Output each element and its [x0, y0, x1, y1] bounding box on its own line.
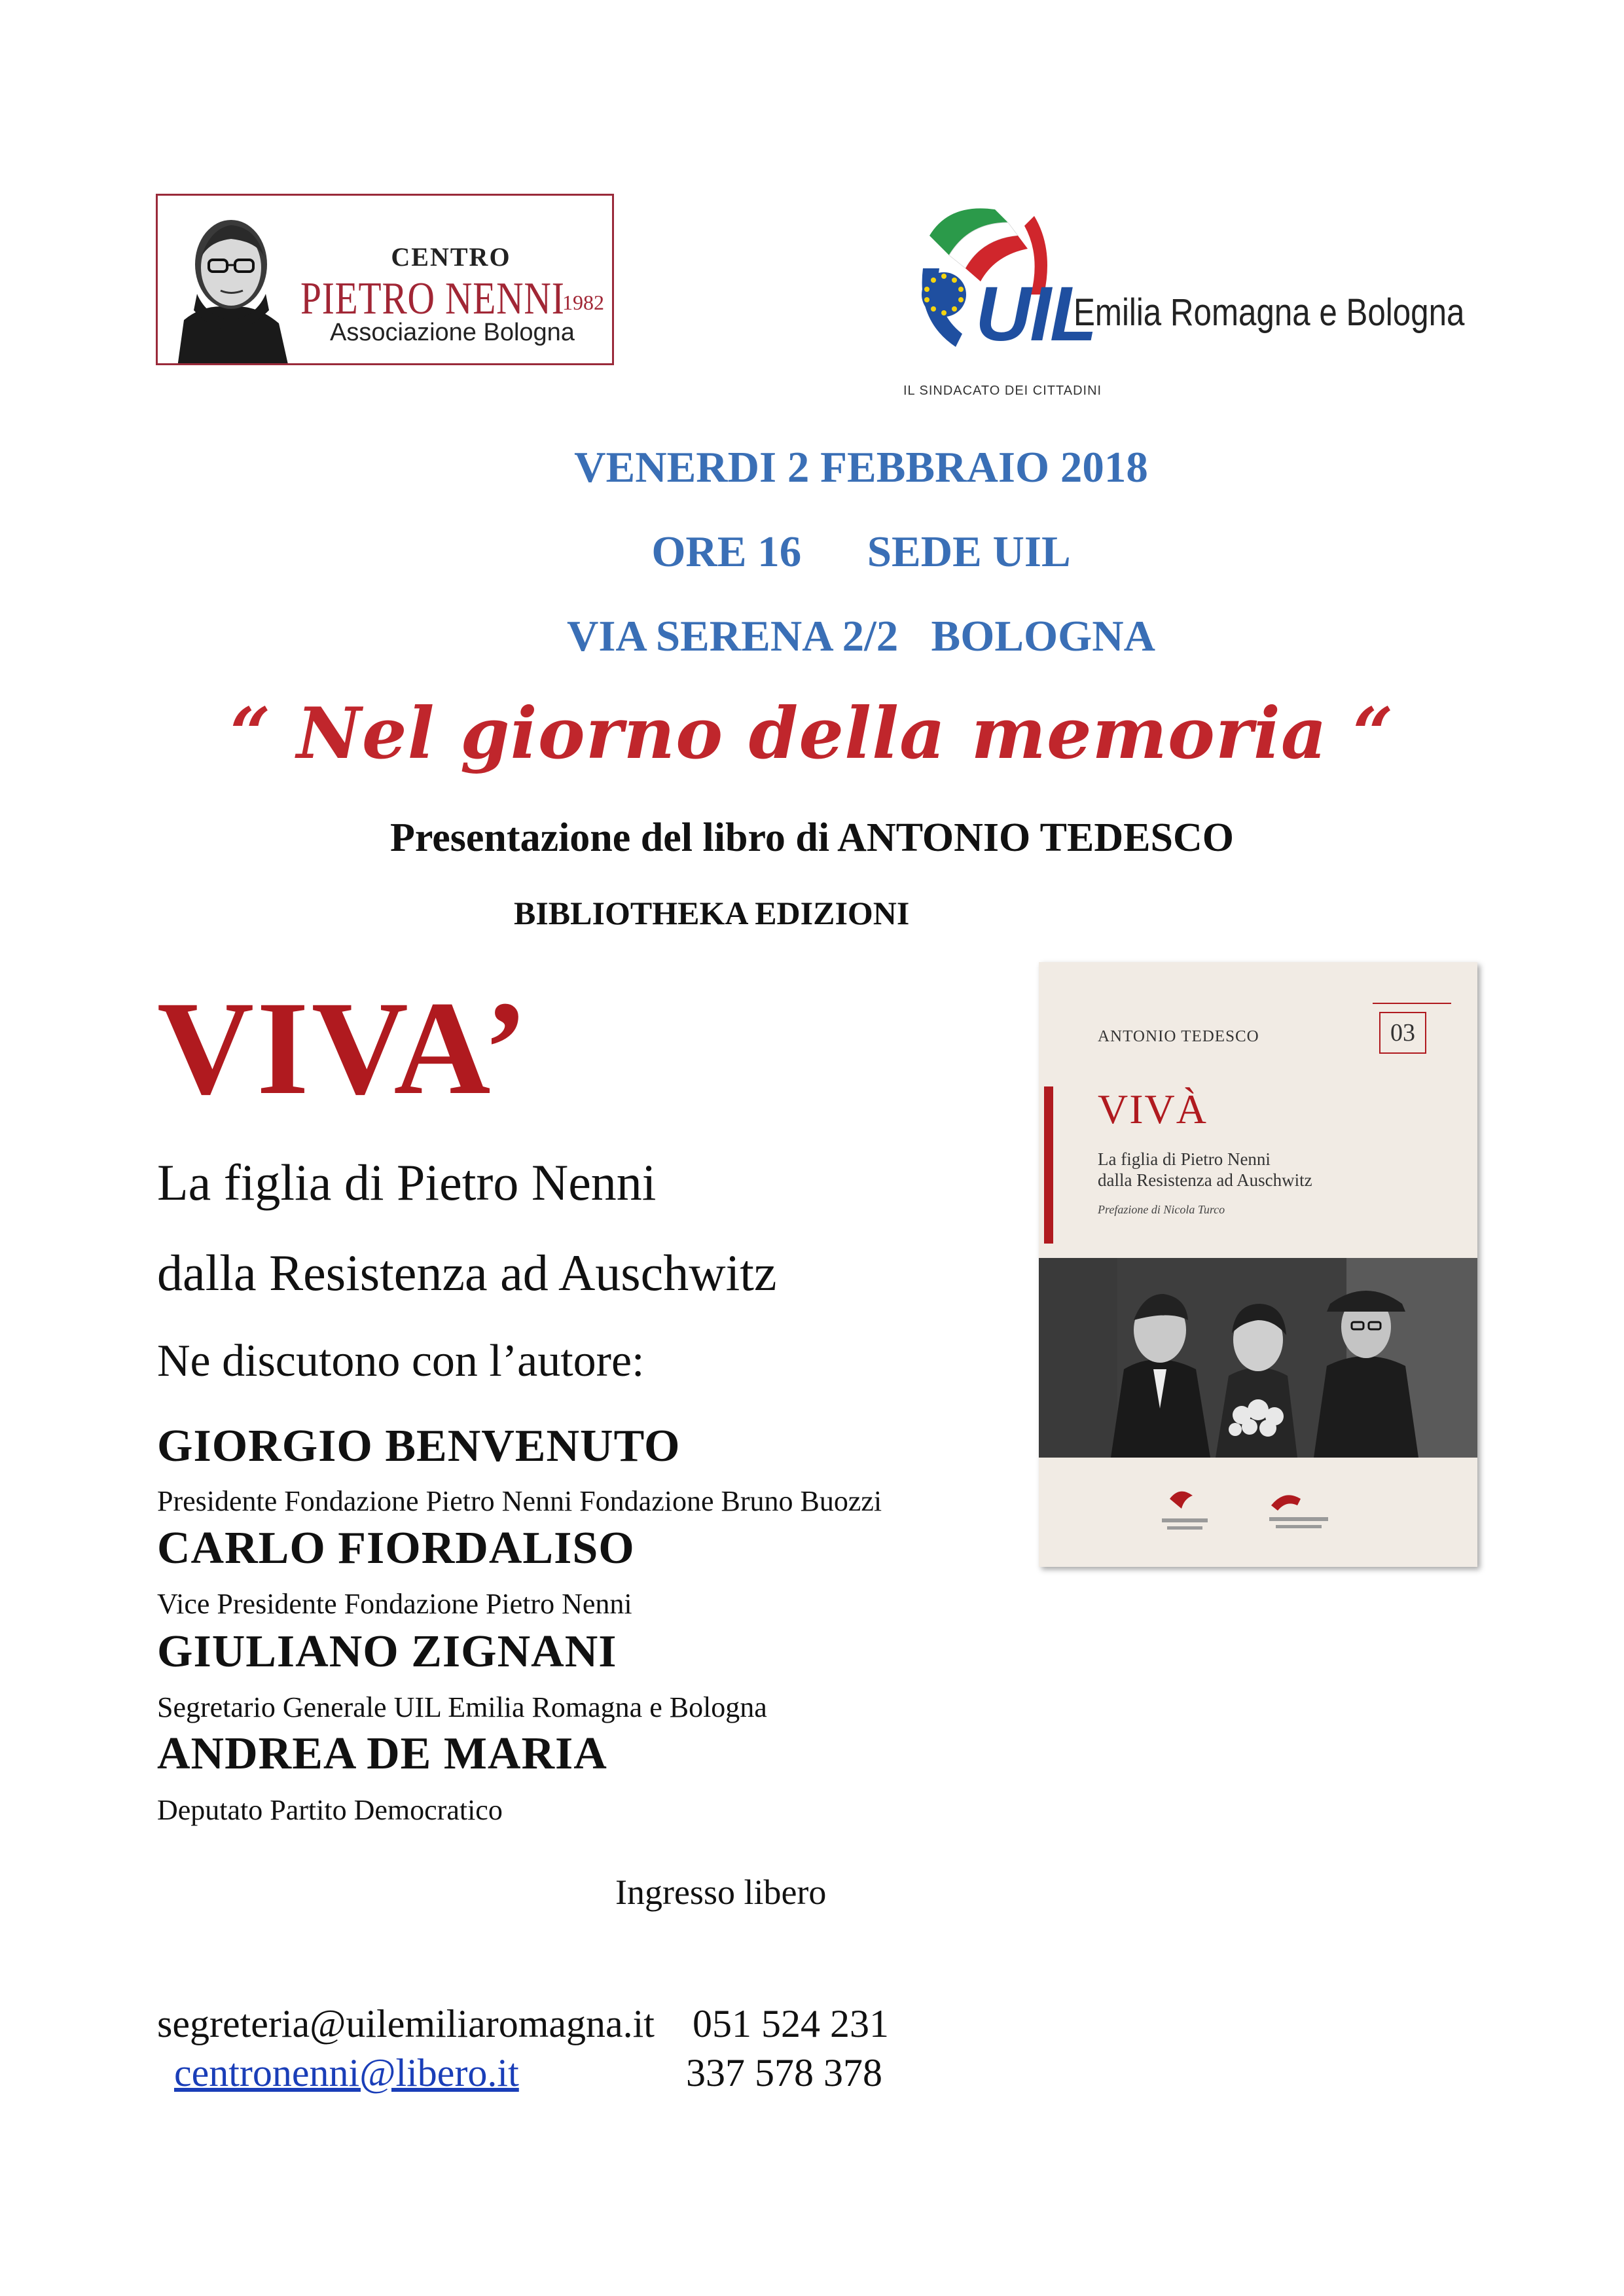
- discussion-intro: Ne discutono con l’autore:: [157, 1336, 645, 1386]
- cover-publisher-logos: [1039, 1460, 1477, 1567]
- book-subtitle-2: dalla Resistenza ad Auschwitz: [157, 1244, 777, 1301]
- contact-phone-nenni: 337 578 378: [686, 2051, 882, 2094]
- cover-series-line: [1373, 1003, 1451, 1004]
- cover-title: VIVÀ: [1098, 1086, 1208, 1132]
- cover-preface: Prefazione di Nicola Turco: [1098, 1203, 1225, 1216]
- publisher: BIBLIOTHEKA EDIZIONI: [514, 895, 910, 931]
- logo-nenni-association: Associazione Bologna: [330, 319, 575, 346]
- cover-author: ANTONIO TEDESCO: [1098, 1028, 1259, 1045]
- logo-nenni-name: PIETRO NENNI: [300, 274, 565, 324]
- headline: “ Nel giorno della memoria “: [230, 692, 1394, 775]
- cover-subtitle-1: La figlia di Pietro Nenni: [1098, 1149, 1271, 1169]
- uil-logo-region: Emilia Romagna e Bologna: [1074, 291, 1465, 334]
- uil-logo-word: UIL: [975, 271, 1096, 357]
- event-time-venue: ORE 16 SEDE UIL: [651, 528, 1071, 576]
- contact-phone-uil: 051 524 231: [693, 2002, 889, 2045]
- cover-photo: [1039, 1258, 1477, 1458]
- book-subtitle-1: La figlia di Pietro Nenni: [157, 1154, 657, 1211]
- speaker-name: CARLO FIORDALISO: [157, 1523, 635, 1573]
- portrait-illustration: [158, 196, 302, 365]
- speaker-role: Deputato Partito Democratico: [157, 1794, 503, 1826]
- speaker-name: GIULIANO ZIGNANI: [157, 1626, 617, 1677]
- book-title: VIVA’: [157, 974, 531, 1122]
- presentation-line: Presentazione del libro di ANTONIO TEDESCO: [390, 816, 1234, 860]
- uil-logo-tagline: IL SINDACATO DEI CITTADINI: [903, 384, 1102, 398]
- cover-series-number: 03: [1379, 1012, 1426, 1054]
- cover-spine-band: [1044, 1086, 1053, 1244]
- speaker-role: Vice Presidente Fondazione Pietro Nenni: [157, 1588, 632, 1620]
- speaker-name: ANDREA DE MARIA: [157, 1729, 607, 1779]
- logo-nenni-year: 1982: [562, 291, 604, 314]
- contact-email-uil: segreteria@uilemiliaromagna.it: [157, 2002, 655, 2045]
- speaker-name: GIORGIO BENVENUTO: [157, 1421, 681, 1471]
- speaker-role: Segretario Generale UIL Emilia Romagna e Bologna: [157, 1691, 767, 1723]
- contact-email-link-nenni[interactable]: centronenni@libero.it: [174, 2051, 519, 2094]
- centro-nenni-logo: [156, 194, 614, 365]
- event-date: VENERDI 2 FEBBRAIO 2018: [574, 443, 1148, 492]
- speaker-role: Presidente Fondazione Pietro Nenni Fondazione Bruno Buozzi: [157, 1485, 882, 1517]
- book-cover-image: [1039, 962, 1477, 1567]
- entry-note: Ingresso libero: [615, 1873, 827, 1912]
- cover-subtitle-2: dalla Resistenza ad Auschwitz: [1098, 1170, 1312, 1190]
- event-address: VIA SERENA 2/2 BOLOGNA: [566, 612, 1156, 660]
- logo-centro-text: CENTRO: [391, 242, 511, 272]
